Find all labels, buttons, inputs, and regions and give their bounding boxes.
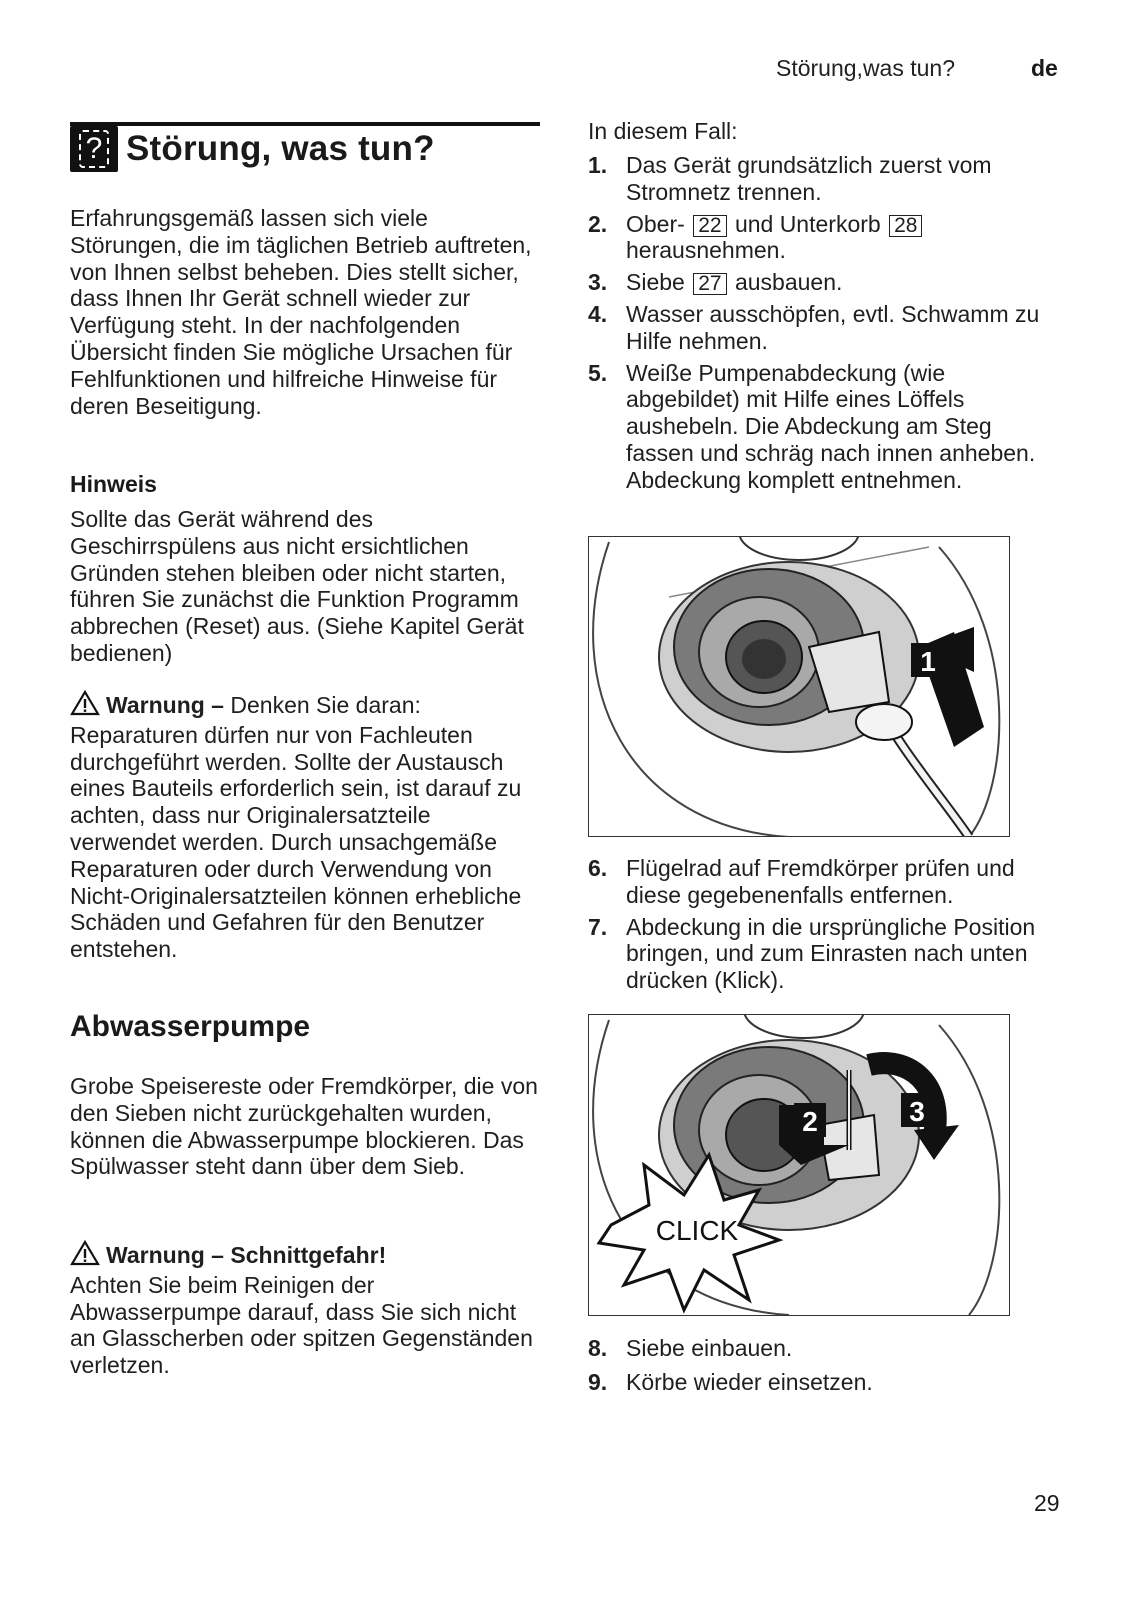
title-row [70, 126, 435, 172]
intro-paragraph: Erfahrungsgemäß lassen sich viele Störungen, die im täglichen Betrieb auftreten, von Ihnen selbst beheben. Dies stellt sicher, dass Ihnen Ihr Gerät schnell wieder zur Verfügung steht. In der nachfolgenden Übersicht finden Sie mögliche Ursachen für Fehlfunktionen und hilfreiche Hinweise für deren Beseitigung. [70, 205, 532, 419]
pump-heading: Abwasserpumpe [70, 1010, 311, 1043]
warning2-text: Achten Sie beim Reinigen der Abwasserpumpe darauf, dass Sie sich nicht an Glasscherben oder spitzen Gegenständen verletzen. [70, 1271, 533, 1379]
warning-block [70, 690, 540, 963]
figure2-marker-b: 3 [909, 1096, 925, 1127]
note-text: Sollte das Gerät während des Geschirrspülens aus nicht ersichtlichen Gründen stehen bleiben oder nicht starten, führen Sie zunächst die Funktion Programm abbrechen (Reset) aus. (Siehe Kapitel Gerät bedienen) [70, 506, 524, 666]
step-item: 6. Flügelrad auf Fremdkörper prüfen und diese gegebenenfalls entfernen. [588, 855, 1015, 908]
warning-triangle-icon [70, 690, 100, 722]
click-label: CLICK [655, 1215, 739, 1246]
step-item: 5. Weiße Pumpenabdeckung (wie abgebildet) mit Hilfe eines Löffels aushebeln. Die Abdeckung am Steg fassen und schräg nach innen anheben. Abdeckung komplett entnehmen. [588, 359, 1036, 493]
question-icon: ? [70, 126, 118, 172]
step-item: 7. Abdeckung in die ursprüngliche Position bringen, und zum Einrasten nach unten drücken (Klick). [588, 913, 1036, 994]
ref-box: 27 [693, 273, 726, 295]
page-title: Störung, was tun? [126, 129, 435, 168]
warning-inline-text: Denken Sie daran: [223, 692, 421, 718]
ref-box: 28 [889, 215, 922, 237]
page-number: 29 [1034, 1490, 1060, 1516]
right-intro: In diesem Fall: [588, 118, 738, 144]
step-item: 8. Siebe einbauen. [588, 1335, 793, 1361]
pump-illustration-1 [589, 537, 1010, 837]
warning-text: Reparaturen dürfen nur von Fachleuten durchgeführt werden. Sollte der Austausch eines Bauteils erforderlich sein, ist darauf zu achten, dass nur Originalersatzteile verwendet werden. Durch unsachgemäße Reparaturen oder durch Verwendung von Nicht-Originalersatzteilen können erhebliche Schäden und Gefahren für den Benutzer entstehen. [70, 721, 522, 963]
steps-list-b [588, 855, 1058, 994]
step-item: 3. Siebe 27 ausbauen. [588, 269, 843, 296]
steps-list-c [588, 1335, 1058, 1396]
figure2-marker-a: 2 [802, 1106, 818, 1137]
header-section-title: Störung,was tun? [776, 55, 956, 81]
steps-list-a [588, 152, 1058, 494]
warning-triangle-icon [70, 1240, 100, 1272]
step-item: 4. Wasser ausschöpfen, evtl. Schwamm zu Hilfe nehmen. [588, 300, 1040, 354]
warning2-block [70, 1240, 540, 1379]
figure-remove-pump-cover [588, 536, 1010, 837]
note-heading: Hinweis [70, 471, 157, 497]
pump-text: Grobe Speisereste oder Fremdkörper, die von den Sieben nicht zurückgehalten wurden, können die Abwasserpumpe blockieren. Das Spülwasser steht dann über dem Sieb. [70, 1073, 538, 1180]
warning-label: Warnung – [106, 692, 224, 718]
warning2-label: Warnung – Schnittgefahr! [106, 1242, 387, 1268]
page-header [0, 55, 1128, 85]
step-item: 1. Das Gerät grundsätzlich zuerst vom Stromnetz trennen. [588, 152, 992, 205]
ref-box: 22 [693, 215, 726, 237]
pump-illustration-2 [589, 1015, 1010, 1316]
header-language: de [1031, 55, 1058, 81]
figure-insert-pump-cover [588, 1014, 1010, 1316]
figure1-marker: 1 [920, 646, 936, 677]
step-item: 9. Körbe wieder einsetzen. [588, 1368, 873, 1395]
step-item: 2. Ober- 22 und Unterkorb 28 herausnehmen. [588, 211, 1058, 265]
